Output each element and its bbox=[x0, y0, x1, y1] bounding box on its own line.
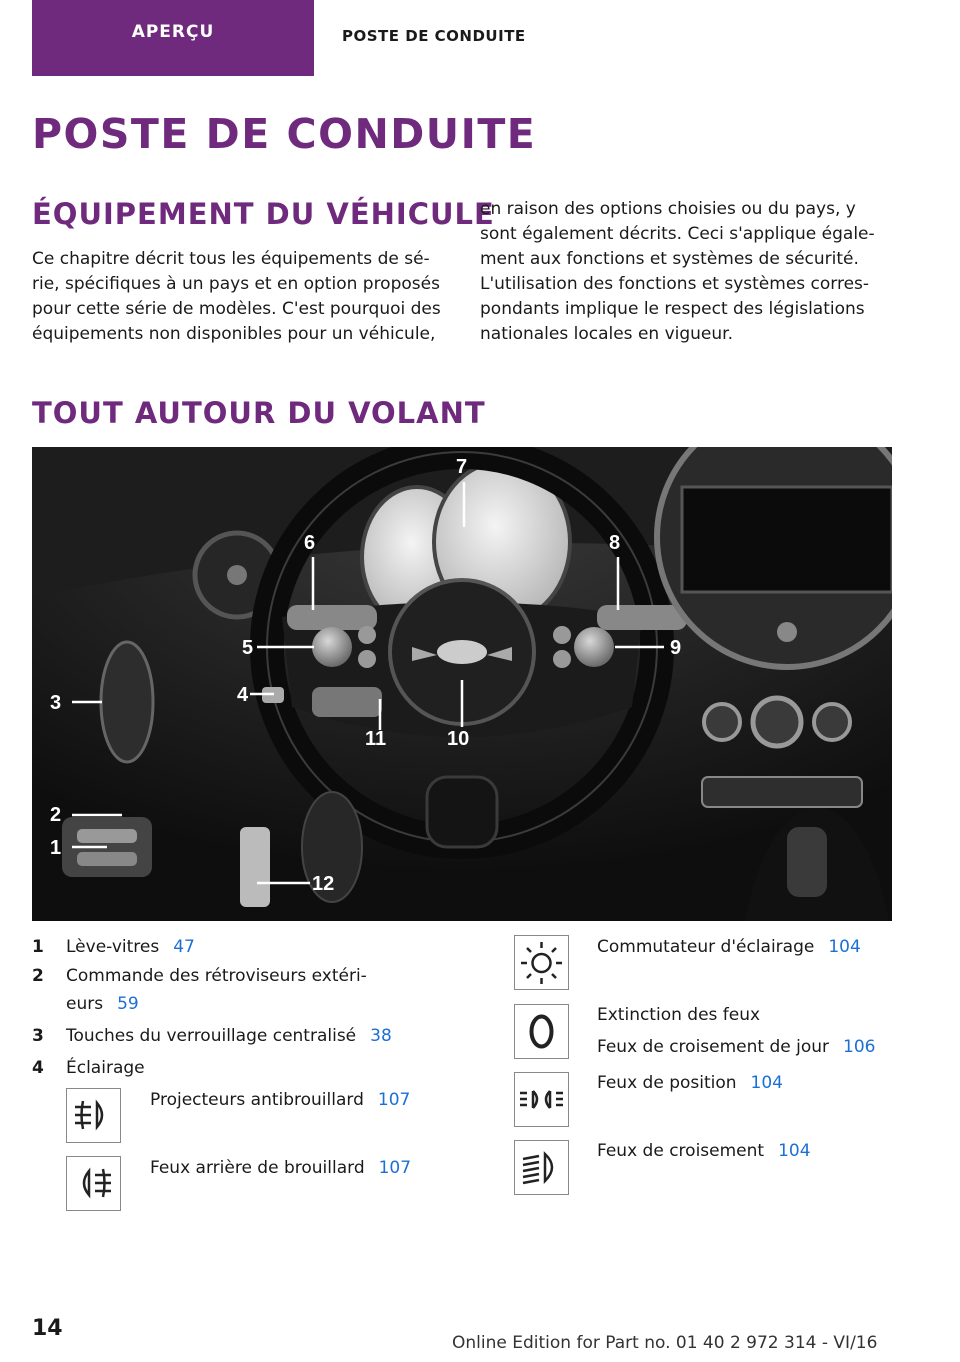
legend-label: Éclairage bbox=[66, 1058, 145, 1078]
legend-label: Feux de croisement bbox=[597, 1141, 765, 1161]
intro-line: en raison des options choisies ou du pays, y bbox=[480, 199, 856, 219]
intro-line: sont également décrits. Ceci s'applique égale‐ bbox=[480, 224, 875, 244]
legend-item bbox=[32, 1022, 392, 1050]
callout-3: 3 bbox=[50, 692, 62, 714]
lights-off-icon bbox=[514, 1004, 569, 1059]
page-link[interactable]: 107 bbox=[378, 1158, 412, 1178]
low-beam-icon bbox=[514, 1140, 569, 1195]
callout-10: 10 bbox=[447, 728, 470, 750]
legend-item bbox=[32, 1054, 145, 1082]
intro-line: rie, spécifiques à un pays et en option proposés bbox=[32, 274, 440, 294]
legend-item bbox=[597, 1069, 783, 1097]
cockpit-photo bbox=[32, 447, 892, 921]
legend-label: Feux arrière de brouillard bbox=[150, 1158, 365, 1178]
legend-label: Extinction des feux bbox=[597, 1005, 761, 1025]
legend-label: Commutateur d'éclairage bbox=[597, 937, 815, 957]
legend-label: Touches du verrouillage centralisé bbox=[66, 1026, 357, 1046]
page-title: POSTE DE CONDUITE bbox=[32, 110, 537, 158]
legend-label: Commande des rétroviseurs extéri‐ bbox=[66, 966, 367, 986]
intro-column-1 bbox=[32, 247, 441, 347]
legend-item bbox=[32, 933, 195, 961]
legend-item bbox=[597, 933, 861, 961]
page-link[interactable]: 59 bbox=[117, 994, 139, 1014]
breadcrumb: POSTE DE CONDUITE bbox=[342, 27, 526, 45]
callout-2: 2 bbox=[50, 804, 62, 826]
rear-fog-light-icon bbox=[66, 1156, 121, 1211]
callout-8: 8 bbox=[609, 532, 621, 554]
page-link[interactable]: 104 bbox=[828, 937, 861, 957]
intro-line: ment aux fonctions et systèmes de sécurité. bbox=[480, 249, 859, 269]
legend-number: 1 bbox=[32, 937, 44, 957]
cockpit-illustration bbox=[32, 447, 892, 921]
page-link[interactable]: 104 bbox=[750, 1073, 783, 1093]
callout-4: 4 bbox=[237, 684, 249, 706]
callout-5: 5 bbox=[242, 637, 254, 659]
callout-9: 9 bbox=[670, 637, 682, 659]
legend-label: Feux de position bbox=[597, 1073, 737, 1093]
callout-7: 7 bbox=[456, 456, 468, 478]
legend-number: 4 bbox=[32, 1058, 44, 1078]
section-tab[interactable] bbox=[32, 0, 314, 76]
intro-line: pondants implique le respect des législations bbox=[480, 299, 865, 319]
intro-line: Ce chapitre décrit tous les équipements de sé‐ bbox=[32, 249, 430, 269]
page-link[interactable]: 47 bbox=[173, 937, 195, 957]
callout-1: 1 bbox=[50, 837, 62, 859]
legend-label: eurs bbox=[66, 994, 104, 1014]
page-number: 14 bbox=[32, 1316, 63, 1341]
page-link[interactable]: 104 bbox=[778, 1141, 811, 1161]
section-tab-label: APERÇU bbox=[131, 22, 215, 42]
legend-number: 3 bbox=[32, 1026, 44, 1046]
legend-item bbox=[32, 962, 367, 1014]
page-link[interactable]: 106 bbox=[843, 1037, 876, 1057]
front-fog-light-icon bbox=[66, 1088, 121, 1143]
page-link[interactable]: 38 bbox=[370, 1026, 392, 1046]
footer-edition: Online Edition for Part no. 01 40 2 972 314 - VI/16 bbox=[452, 1333, 878, 1353]
legend-sub-item bbox=[150, 1154, 411, 1182]
intro-line: pour cette série de modèles. C'est pourquoi des bbox=[32, 299, 441, 319]
intro-line: L'utilisation des fonctions et systèmes corres‐ bbox=[480, 274, 870, 294]
section-heading-equipment: ÉQUIPEMENT DU VÉHICULE bbox=[32, 197, 495, 231]
parking-lights-icon bbox=[514, 1072, 569, 1127]
callout-12: 12 bbox=[312, 873, 335, 895]
legend-label: Projecteurs antibrouillard bbox=[150, 1090, 364, 1110]
intro-line: équipements non disponibles pour un véhicule, bbox=[32, 324, 436, 344]
callout-11: 11 bbox=[365, 728, 387, 750]
legend-label: Lève-vitres bbox=[66, 937, 160, 957]
legend-sub-item bbox=[150, 1086, 410, 1114]
intro-line: nationales locales en vigueur. bbox=[480, 324, 733, 344]
callout-6: 6 bbox=[304, 532, 316, 554]
legend-item bbox=[597, 1001, 875, 1061]
legend-number: 2 bbox=[32, 966, 44, 986]
light-switch-icon bbox=[514, 935, 569, 990]
intro-column-2 bbox=[480, 197, 875, 347]
legend-label: Feux de croisement de jour bbox=[597, 1037, 830, 1057]
section-heading-steering: TOUT AUTOUR DU VOLANT bbox=[32, 396, 486, 430]
legend-item bbox=[597, 1137, 811, 1165]
page-link[interactable]: 107 bbox=[377, 1090, 411, 1110]
